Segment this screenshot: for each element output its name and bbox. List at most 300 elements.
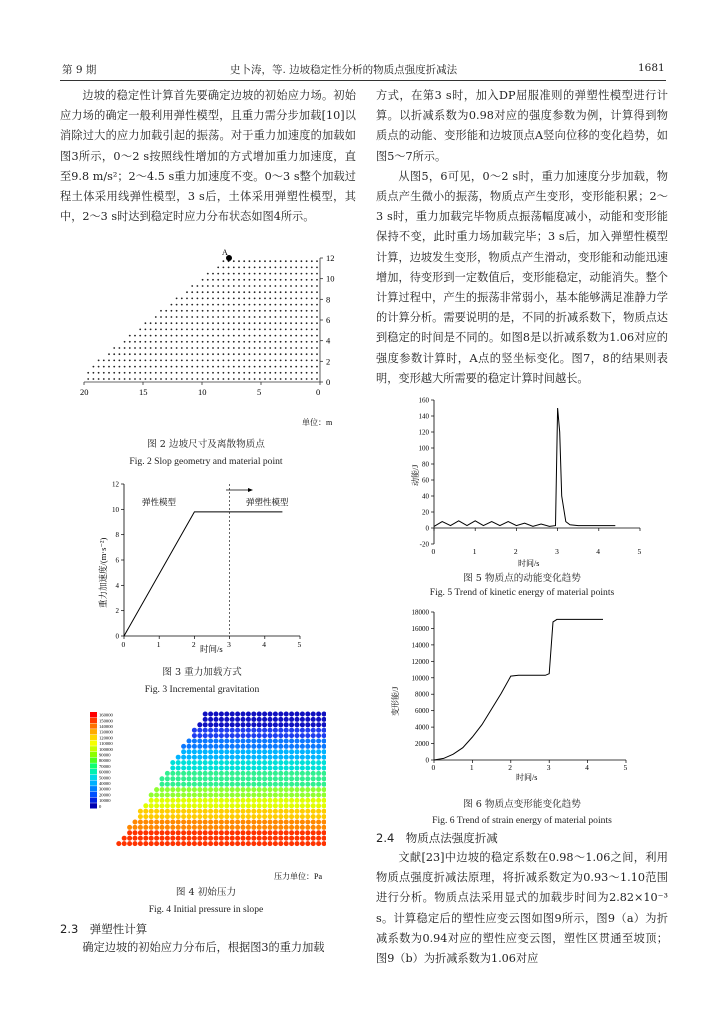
pressure-point xyxy=(311,825,316,830)
pressure-point xyxy=(230,841,235,846)
material-point xyxy=(295,372,297,374)
material-point xyxy=(165,378,167,380)
x-tick-label: 1 xyxy=(469,763,474,772)
pressure-point xyxy=(322,841,327,846)
material-point xyxy=(269,347,271,349)
pressure-point xyxy=(316,825,321,830)
y-tick-label: 0 xyxy=(425,756,429,765)
material-point xyxy=(202,341,204,343)
material-point xyxy=(306,353,308,355)
material-point xyxy=(191,285,193,287)
pressure-point xyxy=(316,776,321,781)
pressure-point xyxy=(187,809,192,814)
pressure-point xyxy=(219,798,224,803)
material-point xyxy=(217,341,219,343)
pressure-point xyxy=(305,820,310,825)
legend-swatch xyxy=(90,792,97,797)
pressure-point xyxy=(273,803,278,808)
pressure-point xyxy=(284,798,289,803)
pressure-point xyxy=(262,717,267,722)
pressure-point xyxy=(187,793,192,798)
material-point xyxy=(176,347,178,349)
material-point xyxy=(295,273,297,275)
material-point xyxy=(217,291,219,293)
material-point xyxy=(275,285,277,287)
material-point xyxy=(197,285,199,287)
material-point xyxy=(207,273,209,275)
pressure-point xyxy=(235,776,240,781)
issue-number: 第 9 期 xyxy=(62,64,97,76)
pressure-point xyxy=(300,830,305,835)
material-point xyxy=(301,310,303,312)
pressure-point xyxy=(176,760,181,765)
legend-label: 80000 xyxy=(99,758,111,764)
material-point xyxy=(285,273,287,275)
pressure-point xyxy=(165,841,170,846)
pressure-point xyxy=(251,755,256,760)
pressure-point xyxy=(273,760,278,765)
material-point xyxy=(113,353,115,355)
pressure-point xyxy=(192,841,197,846)
pressure-point xyxy=(251,830,256,835)
material-point xyxy=(295,360,297,362)
pressure-point xyxy=(235,787,240,792)
pressure-point xyxy=(197,766,202,771)
pressure-point xyxy=(273,825,278,830)
pressure-point xyxy=(181,749,186,754)
pressure-point xyxy=(181,836,186,841)
pressure-point xyxy=(197,782,202,787)
material-point xyxy=(243,353,245,355)
pressure-point xyxy=(278,728,283,733)
material-point xyxy=(259,279,261,281)
material-point xyxy=(228,329,230,331)
material-point xyxy=(243,360,245,362)
material-point xyxy=(197,360,199,362)
pressure-point xyxy=(262,825,267,830)
pressure-point xyxy=(170,798,175,803)
material-point xyxy=(306,260,308,262)
material-point xyxy=(285,353,287,355)
material-point xyxy=(290,260,292,262)
material-point xyxy=(306,360,308,362)
material-point xyxy=(243,366,245,368)
material-point xyxy=(139,353,141,355)
pressure-point xyxy=(208,755,213,760)
pressure-point xyxy=(273,722,278,727)
material-point xyxy=(160,347,162,349)
x-tick-label: 2 xyxy=(513,547,518,556)
pressure-point xyxy=(289,830,294,835)
pressure-point xyxy=(170,820,175,825)
pressure-point xyxy=(235,749,240,754)
pressure-point xyxy=(268,825,273,830)
material-point xyxy=(217,285,219,287)
material-point xyxy=(290,279,292,281)
pressure-point xyxy=(305,793,310,798)
material-point xyxy=(165,341,167,343)
material-point xyxy=(249,279,251,281)
pressure-point xyxy=(181,771,186,776)
material-point xyxy=(295,353,297,355)
material-point xyxy=(259,285,261,287)
pressure-point xyxy=(133,836,138,841)
pressure-point xyxy=(316,809,321,814)
pressure-point xyxy=(251,814,256,819)
y-tick-label: 12000 xyxy=(411,657,429,666)
pressure-point xyxy=(305,749,310,754)
material-point xyxy=(295,279,297,281)
material-point xyxy=(316,335,318,337)
pressure-point xyxy=(241,782,246,787)
material-point xyxy=(264,353,266,355)
material-point xyxy=(243,341,245,343)
material-point xyxy=(249,267,251,269)
material-point xyxy=(181,304,183,306)
pressure-point xyxy=(219,744,224,749)
material-point xyxy=(269,353,271,355)
pressure-point xyxy=(214,836,219,841)
material-point xyxy=(275,267,277,269)
pressure-point xyxy=(289,798,294,803)
pressure-point xyxy=(187,760,192,765)
material-point xyxy=(228,372,230,374)
material-point xyxy=(98,366,100,368)
pressure-point xyxy=(251,803,256,808)
pressure-point xyxy=(268,841,273,846)
pressure-point xyxy=(284,771,289,776)
figure-2 xyxy=(76,246,346,428)
pressure-point xyxy=(305,712,310,717)
pressure-point xyxy=(165,798,170,803)
pressure-point xyxy=(268,739,273,744)
pressure-point xyxy=(241,814,246,819)
page-number: 1681 xyxy=(638,62,665,74)
material-point xyxy=(150,347,152,349)
pressure-point xyxy=(311,744,316,749)
material-point xyxy=(285,304,287,306)
pressure-point xyxy=(203,760,208,765)
material-point xyxy=(207,316,209,318)
pressure-point xyxy=(187,841,192,846)
material-point xyxy=(233,260,235,262)
material-point xyxy=(238,304,240,306)
pressure-point xyxy=(262,836,267,841)
pressure-point xyxy=(197,733,202,738)
material-point xyxy=(98,372,100,374)
material-point xyxy=(238,260,240,262)
material-point xyxy=(264,260,266,262)
paragraph: 确定边坡的初始应力分布后，根据图3的重力加载 xyxy=(82,941,325,954)
pressure-point xyxy=(241,841,246,846)
pressure-point xyxy=(224,776,229,781)
y-tick-label: 2 xyxy=(326,356,331,367)
material-point xyxy=(197,366,199,368)
pressure-point xyxy=(143,803,148,808)
pressure-point xyxy=(219,841,224,846)
material-point xyxy=(306,273,308,275)
material-point xyxy=(202,291,204,293)
pressure-point xyxy=(203,809,208,814)
pressure-point xyxy=(268,809,273,814)
pressure-point xyxy=(181,820,186,825)
material-point xyxy=(311,335,313,337)
material-point xyxy=(311,310,313,312)
pressure-point xyxy=(295,749,300,754)
material-point xyxy=(301,316,303,318)
pressure-point xyxy=(311,728,316,733)
pressure-point xyxy=(246,766,251,771)
page-header xyxy=(0,0,724,90)
pressure-point xyxy=(241,717,246,722)
pressure-point xyxy=(192,836,197,841)
material-point xyxy=(119,353,121,355)
y-tick-label: 8000 xyxy=(415,690,429,699)
material-point xyxy=(295,366,297,368)
material-point xyxy=(176,341,178,343)
pressure-point xyxy=(176,825,181,830)
material-point xyxy=(249,260,251,262)
material-point xyxy=(259,378,261,380)
material-point xyxy=(165,316,167,318)
pressure-point xyxy=(257,825,262,830)
pressure-point xyxy=(235,771,240,776)
material-point xyxy=(306,279,308,281)
pressure-point xyxy=(322,814,327,819)
pressure-point xyxy=(284,722,289,727)
material-point xyxy=(316,341,318,343)
material-point xyxy=(243,316,245,318)
pressure-point xyxy=(176,803,181,808)
pressure-point xyxy=(219,776,224,781)
pressure-point xyxy=(214,798,219,803)
y-tick-label: 10 xyxy=(326,273,335,284)
material-point xyxy=(285,329,287,331)
material-point xyxy=(212,304,214,306)
material-point xyxy=(264,316,266,318)
material-point xyxy=(139,378,141,380)
pressure-point xyxy=(295,728,300,733)
pressure-point xyxy=(246,787,251,792)
material-point xyxy=(306,378,308,380)
material-point xyxy=(280,298,282,300)
material-point xyxy=(259,335,261,337)
pressure-point xyxy=(311,787,316,792)
material-point xyxy=(249,322,251,324)
legend-label: 140000 xyxy=(99,724,113,729)
pressure-point xyxy=(203,825,208,830)
pressure-point xyxy=(278,722,283,727)
material-point xyxy=(238,341,240,343)
material-point xyxy=(150,341,152,343)
pressure-point xyxy=(289,744,294,749)
material-point xyxy=(264,267,266,269)
material-point xyxy=(301,298,303,300)
material-point xyxy=(306,291,308,293)
pressure-point xyxy=(187,755,192,760)
pressure-point xyxy=(251,825,256,830)
pressure-point xyxy=(224,793,229,798)
pressure-point xyxy=(230,825,235,830)
material-point xyxy=(150,360,152,362)
material-point xyxy=(181,341,183,343)
pressure-point xyxy=(230,728,235,733)
material-point xyxy=(238,279,240,281)
material-point xyxy=(264,347,266,349)
material-point xyxy=(254,366,256,368)
x-tick-label: 1 xyxy=(156,640,161,649)
pressure-point xyxy=(219,712,224,717)
material-point xyxy=(275,347,277,349)
pressure-point xyxy=(230,787,235,792)
material-point xyxy=(275,372,277,374)
pressure-point xyxy=(289,836,294,841)
material-point xyxy=(290,360,292,362)
pressure-point xyxy=(268,749,273,754)
pressure-point xyxy=(284,814,289,819)
material-point xyxy=(212,329,214,331)
pressure-point xyxy=(203,766,208,771)
pressure-point xyxy=(219,793,224,798)
material-point xyxy=(119,378,121,380)
pressure-point xyxy=(214,814,219,819)
material-point xyxy=(108,378,110,380)
pressure-point xyxy=(187,803,192,808)
material-point xyxy=(311,347,313,349)
pressure-point xyxy=(219,814,224,819)
pressure-point xyxy=(322,749,327,754)
pressure-point xyxy=(300,798,305,803)
material-point xyxy=(295,316,297,318)
material-point xyxy=(280,279,282,281)
pressure-point xyxy=(268,755,273,760)
material-point xyxy=(155,335,157,337)
pressure-point xyxy=(230,722,235,727)
material-point xyxy=(171,366,173,368)
material-point xyxy=(254,378,256,380)
pressure-point xyxy=(160,814,165,819)
material-point xyxy=(145,372,147,374)
pressure-point xyxy=(197,728,202,733)
material-point xyxy=(254,335,256,337)
pressure-point xyxy=(214,749,219,754)
pressure-point xyxy=(235,841,240,846)
pressure-point xyxy=(149,841,154,846)
material-point xyxy=(285,378,287,380)
pressure-point xyxy=(268,712,273,717)
pressure-point xyxy=(300,739,305,744)
pressure-point xyxy=(311,760,316,765)
pressure-point xyxy=(214,841,219,846)
pressure-point xyxy=(268,744,273,749)
pressure-point xyxy=(214,739,219,744)
pressure-point xyxy=(311,776,316,781)
pressure-point xyxy=(203,776,208,781)
pressure-point xyxy=(273,728,278,733)
x-tick-label: 0 xyxy=(431,763,436,772)
pressure-point xyxy=(230,760,235,765)
right-column-top xyxy=(376,86,668,389)
material-point xyxy=(176,372,178,374)
y-tick-label: 40 xyxy=(422,492,429,501)
pressure-point xyxy=(289,782,294,787)
pressure-point xyxy=(149,809,154,814)
y-tick-label: 120 xyxy=(418,428,429,437)
material-point xyxy=(207,291,209,293)
pressure-point xyxy=(289,766,294,771)
material-point xyxy=(238,291,240,293)
material-point xyxy=(124,372,126,374)
pressure-point xyxy=(116,841,121,846)
pressure-point xyxy=(192,782,197,787)
pressure-point xyxy=(181,803,186,808)
pressure-point xyxy=(208,739,213,744)
pressure-point xyxy=(311,782,316,787)
material-point xyxy=(301,353,303,355)
material-point xyxy=(212,316,214,318)
material-point xyxy=(280,378,282,380)
material-point xyxy=(160,335,162,337)
pressure-point xyxy=(219,836,224,841)
material-point xyxy=(275,310,277,312)
material-point xyxy=(176,298,178,300)
pressure-point xyxy=(278,771,283,776)
pressure-point xyxy=(257,749,262,754)
material-point xyxy=(249,353,251,355)
pressure-point xyxy=(127,836,132,841)
legend-label: 40000 xyxy=(99,781,111,786)
pressure-point xyxy=(208,809,213,814)
legend-label: 120000 xyxy=(99,735,113,741)
pressure-point xyxy=(230,776,235,781)
pressure-point xyxy=(197,814,202,819)
pressure-point xyxy=(165,782,170,787)
pressure-point xyxy=(273,776,278,781)
x-tick-label: 2 xyxy=(191,640,196,649)
pressure-point xyxy=(262,787,267,792)
pressure-point xyxy=(300,712,305,717)
material-point xyxy=(228,291,230,293)
material-point xyxy=(269,285,271,287)
pressure-point xyxy=(203,793,208,798)
pressure-point xyxy=(214,809,219,814)
pressure-point xyxy=(273,733,278,738)
material-point xyxy=(275,322,277,324)
pressure-point xyxy=(208,728,213,733)
pressure-point xyxy=(289,809,294,814)
pressure-point xyxy=(273,712,278,717)
pressure-points xyxy=(116,712,326,847)
pressure-point xyxy=(284,825,289,830)
pressure-point xyxy=(241,739,246,744)
material-point xyxy=(191,329,193,331)
material-point xyxy=(98,378,100,380)
material-point xyxy=(176,378,178,380)
material-point xyxy=(103,372,105,374)
material-point xyxy=(269,329,271,331)
pressure-point xyxy=(295,787,300,792)
y-tick-label: 160 xyxy=(418,396,429,405)
material-point xyxy=(280,304,282,306)
material-point xyxy=(202,360,204,362)
pressure-point xyxy=(246,749,251,754)
pressure-point xyxy=(160,776,165,781)
pressure-point xyxy=(160,820,165,825)
pressure-point xyxy=(187,798,192,803)
pressure-point xyxy=(241,809,246,814)
pressure-point xyxy=(170,776,175,781)
y-tick-label: 0 xyxy=(115,632,119,641)
